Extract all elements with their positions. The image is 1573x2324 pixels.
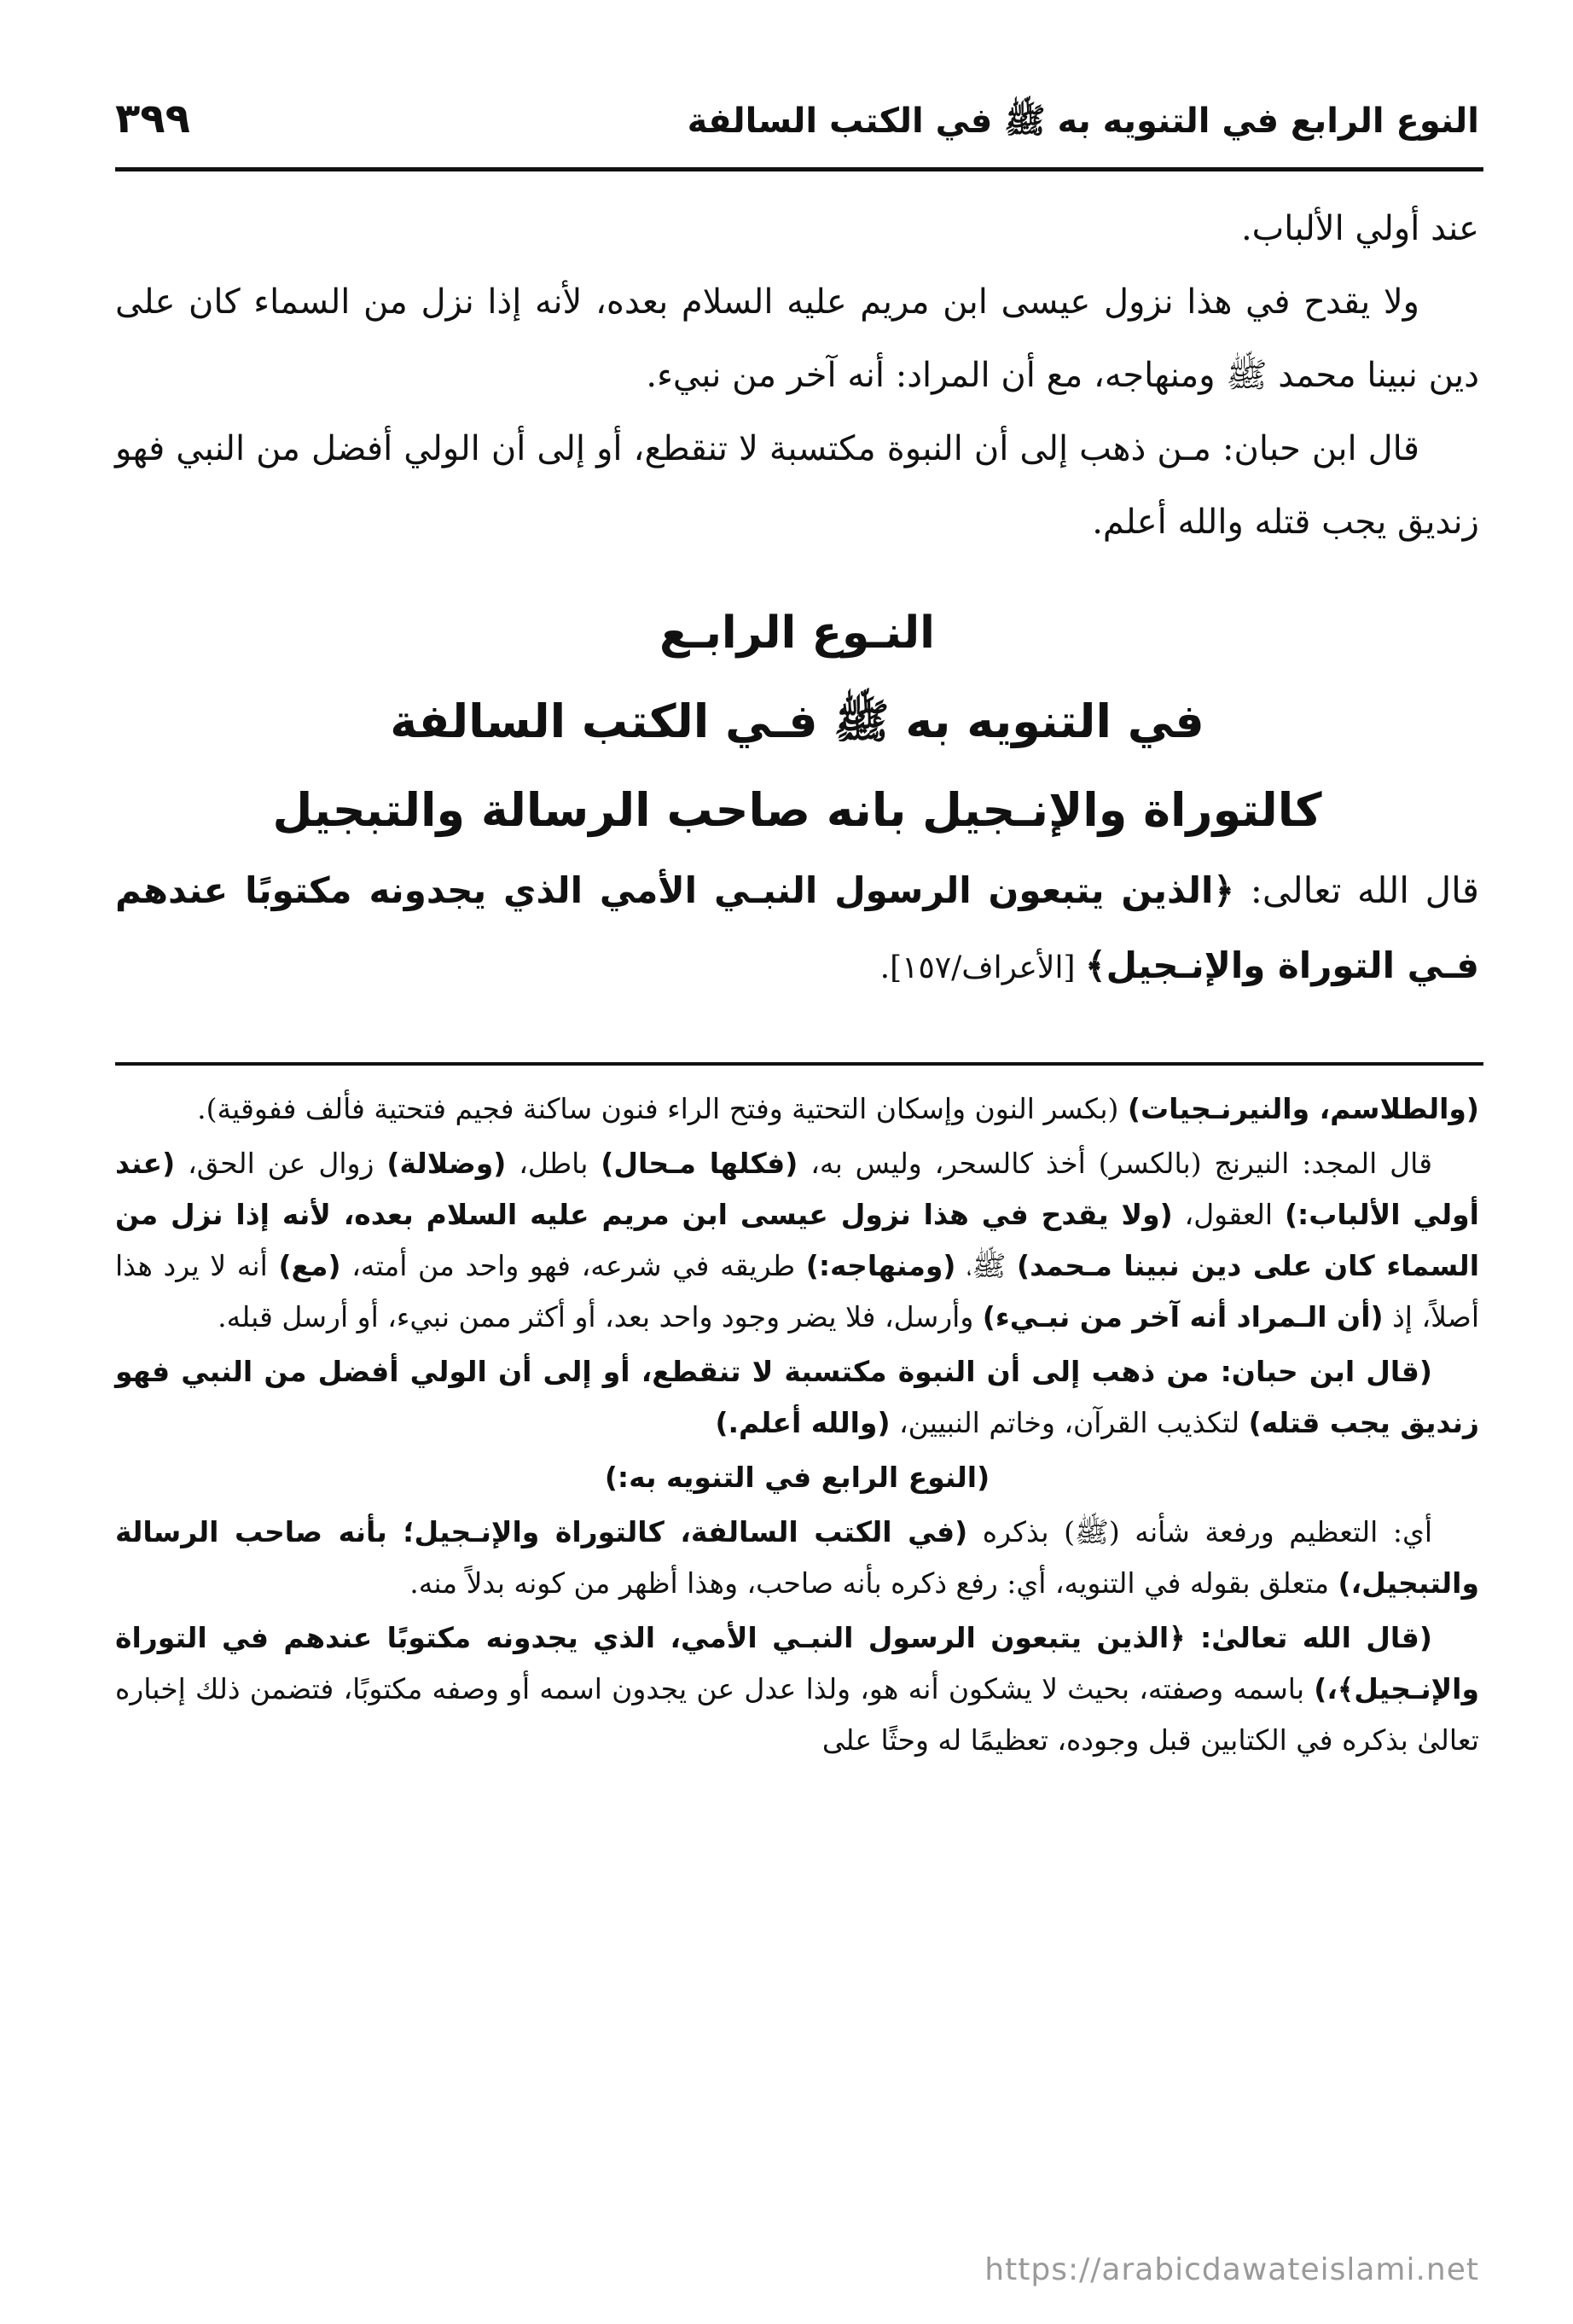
commentary-bold: (ولا يقدح في هذا نزول عيسى ابن مريم عليه السلام بعده، لأنه إذا نزل من السماء كان على دين نبينا مـحمد) — [115, 1198, 1480, 1282]
chapter-heading — [115, 589, 1479, 855]
commentary-text: ﷺ، — [955, 1249, 1017, 1282]
commentary-text: زوال عن الحق، — [175, 1147, 387, 1180]
commentary-text: لتكذيب القرآن، وخاتم النبيين، — [890, 1406, 1249, 1439]
commentary-text: متعلق بقوله في التنويه، أي: رفع ذكره بأنه صاحب، وهذا أظهر من كونه بدلاً منه. — [409, 1566, 1338, 1600]
commentary-paragraph-1 — [115, 1084, 1479, 1135]
commentary — [115, 1084, 1479, 1769]
chapter-heading-line-2: في التنويه به ﷺ فـي الكتب السالفة — [390, 694, 1204, 748]
commentary-rule — [115, 1062, 1483, 1066]
commentary-paragraph-2 — [115, 1138, 1479, 1343]
commentary-text: (بكسر النون وإسكان التحتية وفتح الراء فنون ساكنة فجيم فتحتية فألف ففوقية). — [197, 1092, 1128, 1125]
commentary-text: أي: التعظيم ورفعة شأنه (ﷺ) بذكره — [967, 1515, 1432, 1548]
commentary-paragraph-6 — [115, 1612, 1479, 1766]
commentary-bold: (عند أولي الألباب:) — [115, 1147, 1479, 1231]
main-paragraph-3: قال ابن حبان: مـن ذهب إلى أن النبوة مكتسبة لا تنقطع، أو إلى أن الولي أفضل من النبي فهو زنديق يجب قتله والله أعلم. — [115, 429, 1479, 542]
commentary-text: باسمه وصفته، بحيث لا يشكون أنه هو، ولذا عدل عن يجدون اسمه أو وصفه مكتوبًا، فتضمن ذلك إخباره تعالىٰ بذكره في الكتابين قبل وجوده، تعظيمًا له وحثًا على — [115, 1672, 1479, 1757]
main-paragraph-1: عند أولي الألباب. — [1240, 209, 1479, 248]
commentary-bold: (مع) — [278, 1249, 341, 1282]
main-text — [115, 192, 1479, 559]
quran-verse: ﴿الذين يتبعون الرسول النبـي الأمي الذي يجدونه مكتوبًا عندهم فـي التوراة والإنـجيل﴾ — [115, 869, 1479, 986]
commentary-text: قال المجد: النيرنج (بالكسر) أخذ كالسحر، وليس به، — [798, 1147, 1432, 1180]
running-header — [115, 90, 1479, 158]
commentary-bold: (والطلاسم، والنيرنـجيات) — [1127, 1092, 1479, 1125]
commentary-bold: (وضلالة) — [386, 1147, 507, 1180]
running-title: النوع الرابع في التنويه به ﷺ في الكتب السالفة — [687, 102, 1479, 141]
commentary-text: وأرسل، فلا يضر وجود واحد بعد، أو أكثر ممن نبيء، أو أرسل قبله. — [218, 1300, 983, 1333]
page-number: ٣٩٩ — [115, 95, 190, 142]
chapter-heading-line-3: كالتوراة والإنـجيل بانه صاحب الرسالة والتبجيل — [272, 783, 1322, 837]
main-paragraph-2: ولا يقدح في هذا نزول عيسى ابن مريم عليه السلام بعده، لأنه إذا نزل من السماء كان على دين نبينا محمد ﷺ ومنهاجه، مع أن المراد: أنه آخر من نبيء. — [115, 282, 1479, 395]
commentary-bold: (والله أعلم.) — [715, 1406, 891, 1439]
watermark-url: https://arabicdawateislami.net — [984, 2252, 1479, 2287]
commentary-text: باطل، — [506, 1147, 601, 1180]
commentary-text: طريقه في شرعه، فهو واحد من أمته، — [340, 1249, 806, 1282]
commentary-paragraph-3 — [115, 1346, 1479, 1449]
commentary-bold: (أن الـمراد أنه آخر من نبـيء) — [982, 1300, 1384, 1333]
header-rule — [115, 167, 1483, 171]
quran-reference: [الأعراف/١٥٧]. — [879, 950, 1085, 985]
commentary-paragraph-5 — [115, 1507, 1479, 1609]
commentary-bold: (ومنهاجه:) — [805, 1249, 956, 1282]
commentary-text: أنه لا يرد هذا أصلاً، إذ — [115, 1249, 1479, 1333]
commentary-bold: (في الكتب السالفة، كالتوراة والإنـجيل؛ بأنه صاحب الرسالة والتبجيل،) — [115, 1515, 1479, 1600]
quran-citation — [115, 853, 1479, 1006]
commentary-subheading: (النوع الرابع في التنويه به:) — [604, 1461, 990, 1494]
chapter-heading-line-1: النـوع الرابـع — [659, 607, 935, 659]
commentary-text: العقول، — [1172, 1198, 1285, 1231]
commentary-bold: (قال ابن حبان: من ذهب إلى أن النبوة مكتسبة لا تنقطع، أو إلى أن الولي أفضل من النبي فهو زنديق يجب قتله) — [115, 1355, 1479, 1439]
commentary-bold: (فكلها مـحال) — [601, 1147, 798, 1180]
quran-lead: قال الله تعالى: — [1234, 869, 1479, 911]
commentary-bold: (قال الله تعالىٰ: ﴿الذين يتبعون الرسول النبـي الأمي، الذي يجدونه مكتوبًا عندهم في التوراة والإنـجيل﴾،) — [115, 1621, 1479, 1705]
